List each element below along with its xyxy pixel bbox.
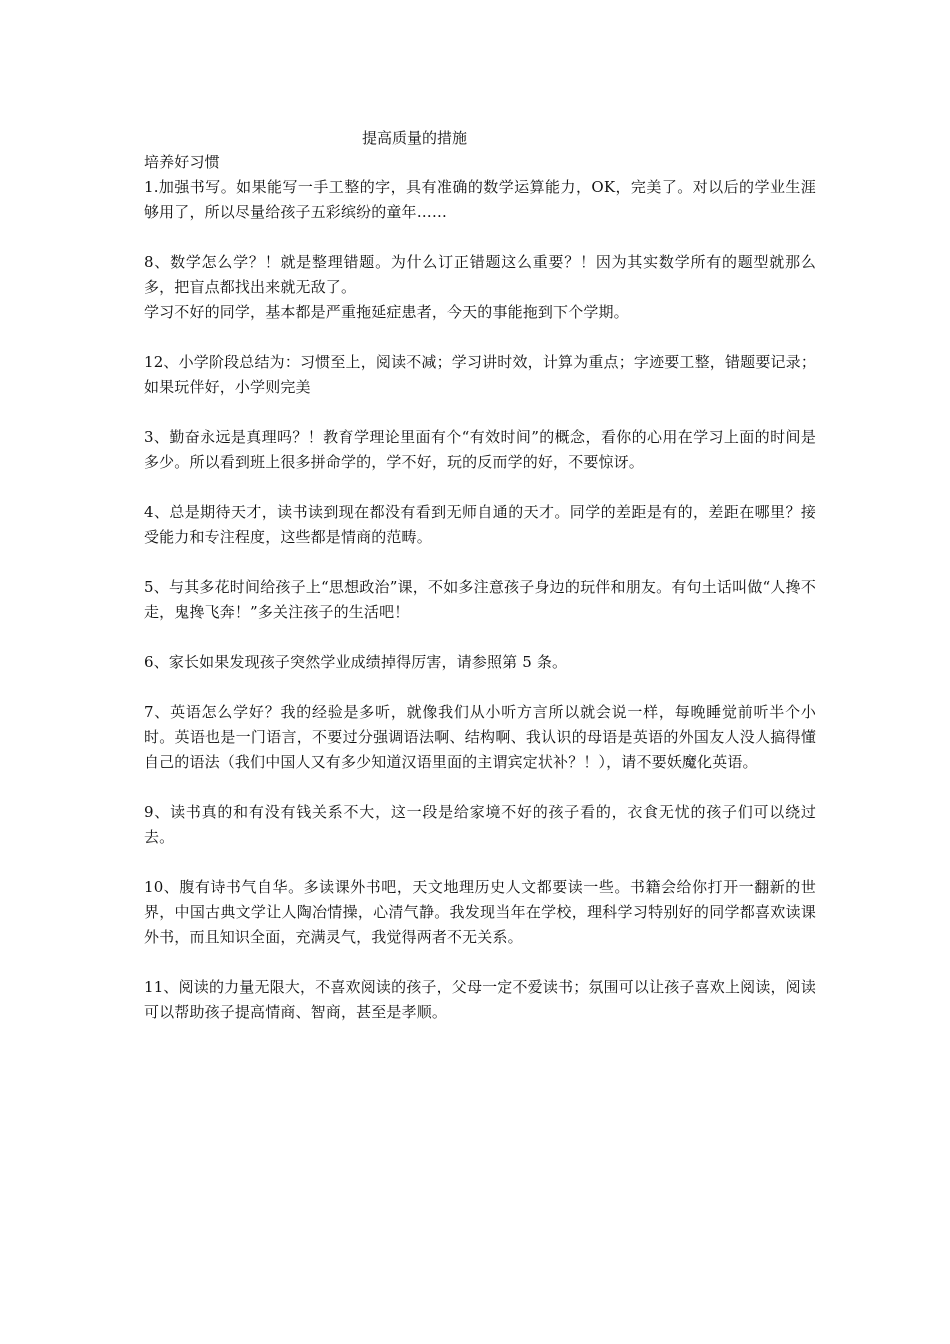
section-subtitle: 培养好习惯 bbox=[144, 153, 220, 171]
paragraph-8: 8、数学怎么学？！就是整理错题。为什么订正错题这么重要？！因为其实数学所有的题型就那么多，把盲点都找出来就无敌了。 bbox=[144, 253, 816, 296]
paragraph-7: 7、英语怎么学好？我的经验是多听，就像我们从小听方言所以就会说一样，每晚睡觉前听半个小时。英语也是一门语言，不要过分强调语法啊、结构啊、我认识的母语是英语的外国友人没人搞得懂自己的语法（我们中国人又有多少知道汉语里面的主谓宾定状补？！），请不要妖魔化英语。 bbox=[144, 703, 816, 771]
paragraph-1: 1.加强书写。如果能写一手工整的字，具有准确的数学运算能力，OK，完美了。对以后的学业生涯够用了，所以尽量给孩子五彩缤纷的童年…… bbox=[144, 178, 816, 221]
paragraph-6: 6、家长如果发现孩子突然学业成绩掉得厉害，请参照第 5 条。 bbox=[144, 653, 568, 671]
document-body bbox=[144, 150, 816, 1050]
paragraph-4: 4、总是期待天才，读书读到现在都没有看到无师自通的天才。同学的差距是有的，差距在哪里？接受能力和专注程度，这些都是情商的范畴。 bbox=[144, 503, 816, 546]
paragraph-10: 10、腹有诗书气自华。多读课外书吧，天文地理历史人文都要读一些。书籍会给你打开一翻新的世界，中国古典文学让人陶冶情操，心清气静。我发现当年在学校，理科学习特别好的同学都喜欢读课外书，而且知识全面，充满灵气，我觉得两者不无关系。 bbox=[144, 878, 816, 946]
paragraph-5: 5、与其多花时间给孩子上“思想政治”课，不如多注意孩子身边的玩伴和朋友。有句土话叫做“人搀不走，鬼搀飞奔！”多关注孩子的生活吧！ bbox=[144, 578, 816, 621]
paragraph-9: 9、读书真的和有没有钱关系不大，这一段是给家境不好的孩子看的，衣食无忧的孩子们可以绕过去。 bbox=[144, 803, 816, 846]
paragraph-11: 11、阅读的力量无限大，不喜欢阅读的孩子，父母一定不爱读书；氛围可以让孩子喜欢上阅读，阅读可以帮助孩子提高情商、智商，甚至是孝顺。 bbox=[144, 978, 816, 1021]
document-title: 提高质量的措施 bbox=[362, 129, 468, 147]
paragraph-12: 12、小学阶段总结为：习惯至上，阅读不减；学习讲时效，计算为重点；字迹要工整，错题要记录；如果玩伴好，小学则完美 bbox=[144, 353, 816, 396]
paragraph-procrastination: 学习不好的同学，基本都是严重拖延症患者，今天的事能拖到下个学期。 bbox=[144, 303, 629, 321]
paragraph-3: 3、勤奋永远是真理吗？！教育学理论里面有个“有效时间”的概念，看你的心用在学习上面的时间是多少。所以看到班上很多拼命学的，学不好，玩的反而学的好，不要惊讶。 bbox=[144, 428, 816, 471]
